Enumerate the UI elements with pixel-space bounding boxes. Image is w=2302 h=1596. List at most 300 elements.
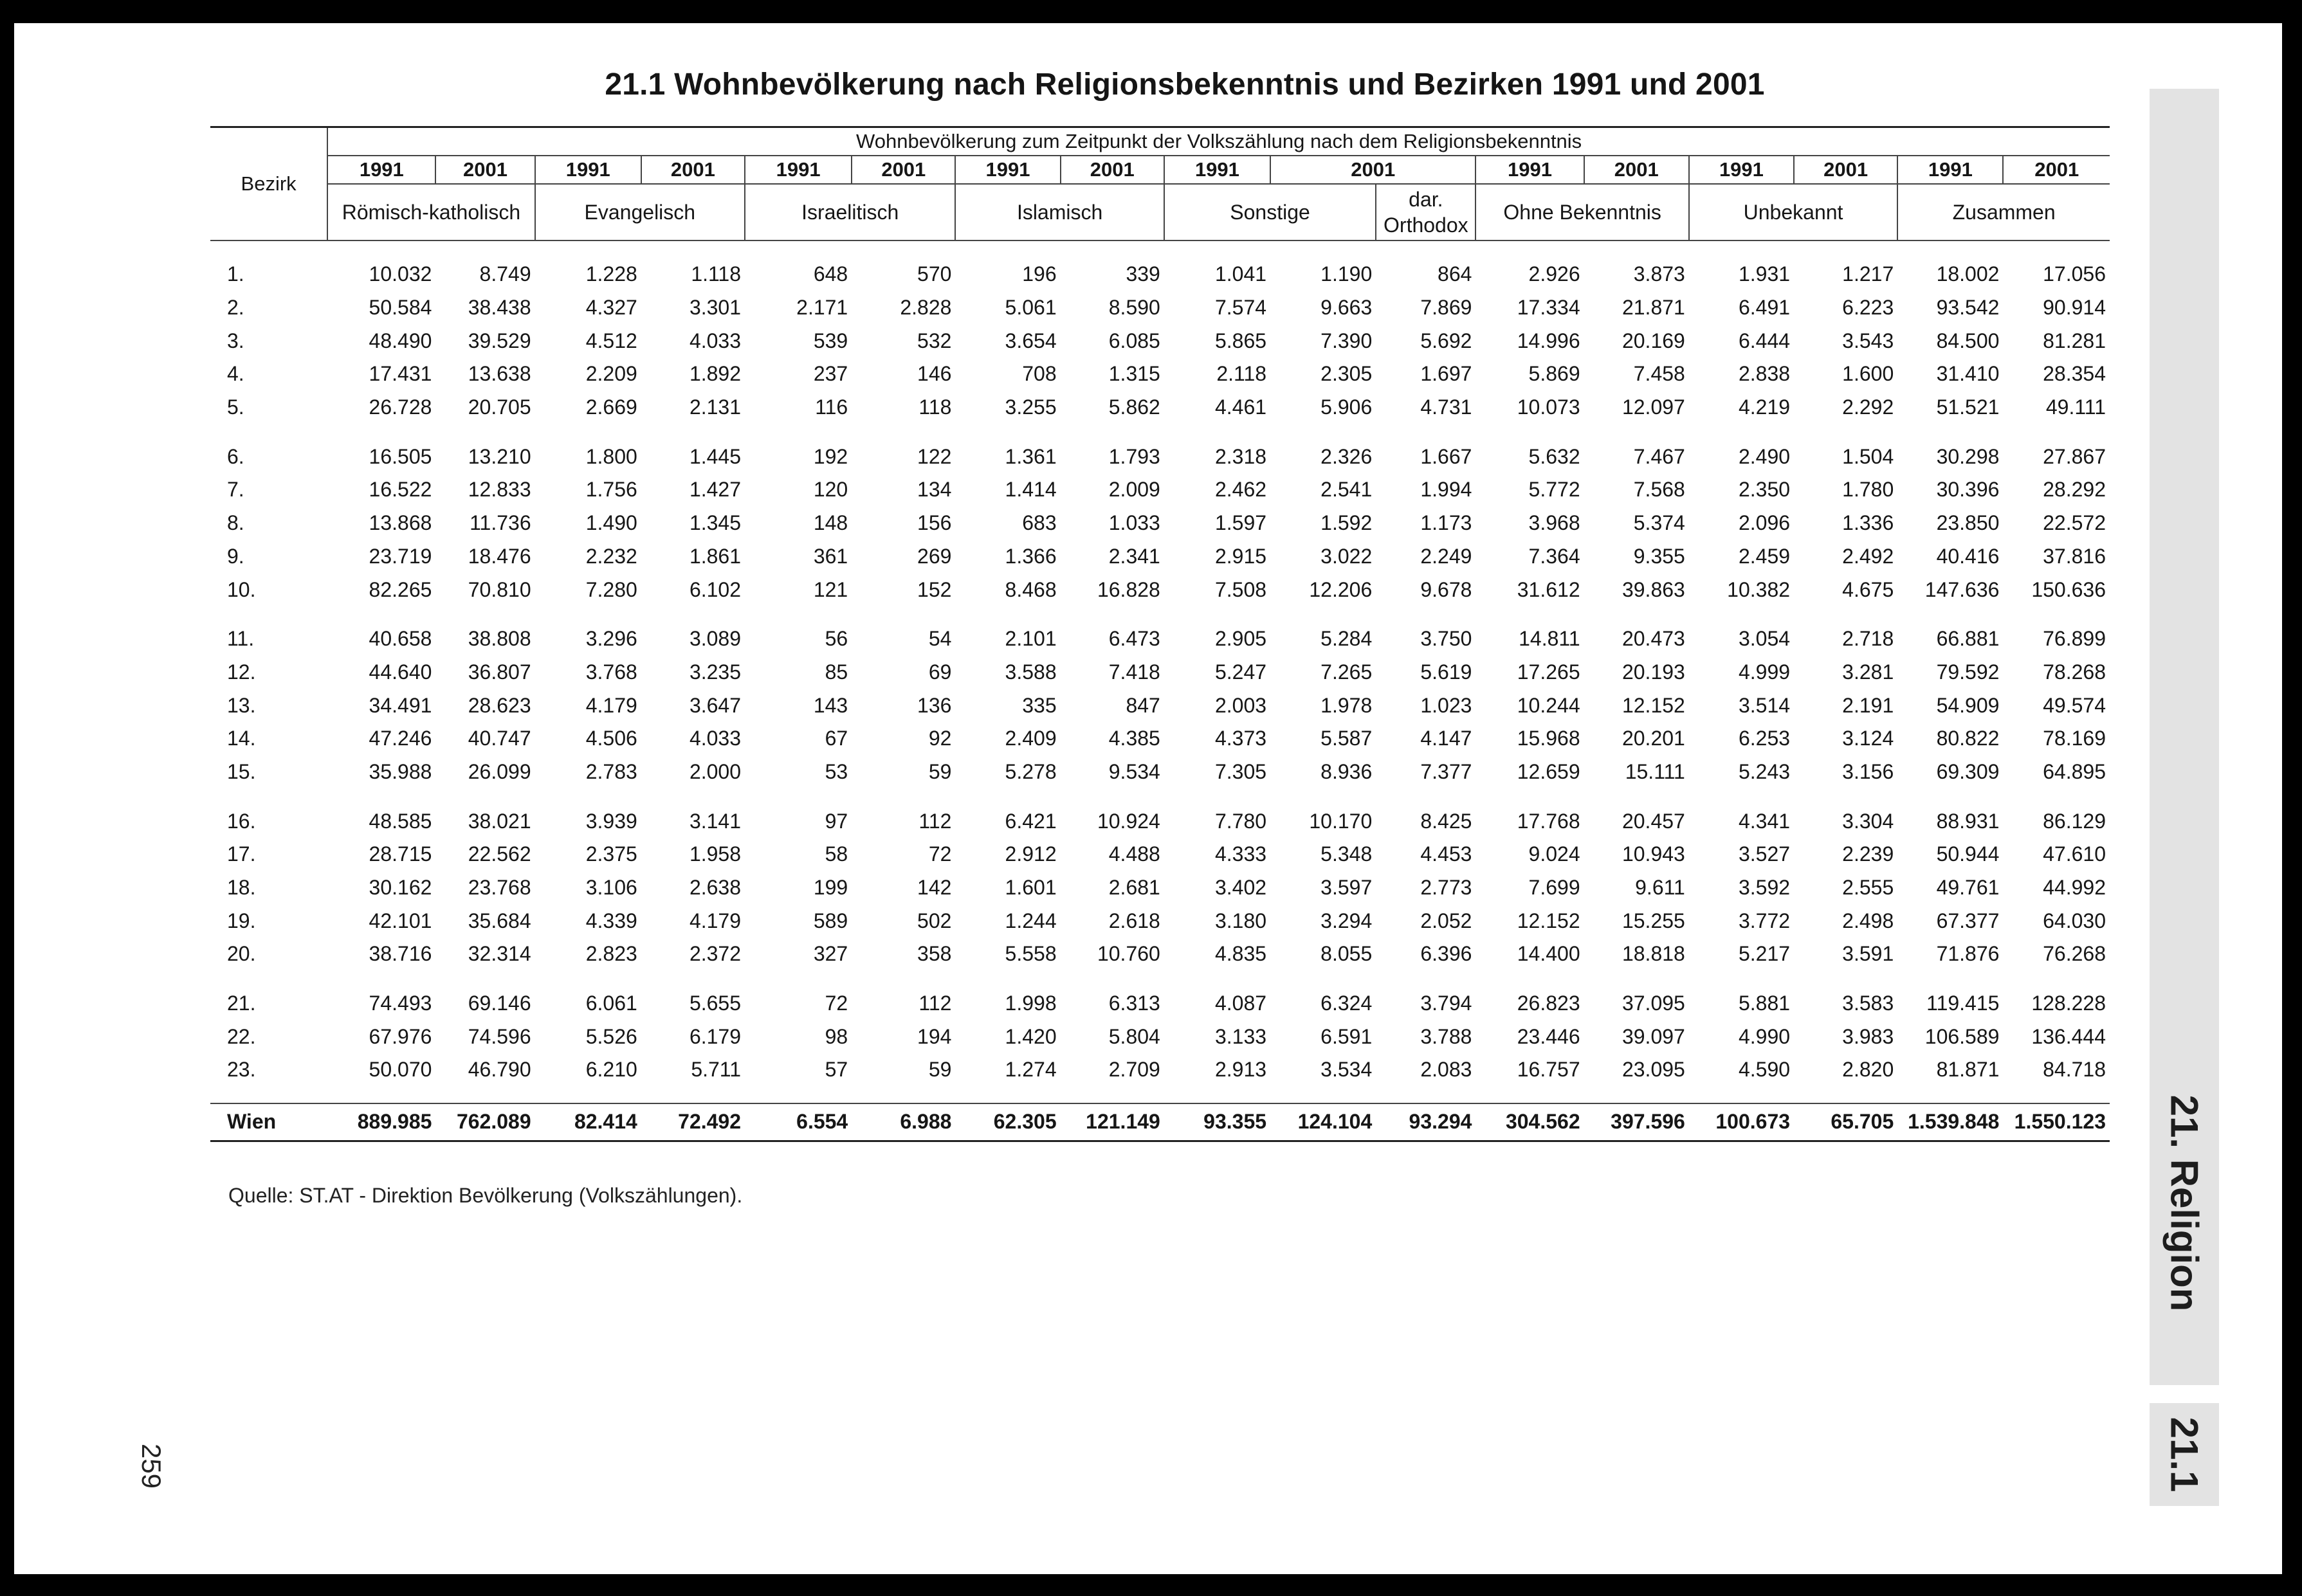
table-cell: 4.327 — [585, 296, 637, 320]
table-cell: 864 — [1438, 262, 1472, 286]
table-cell: 38.808 — [468, 627, 531, 651]
table-cell: 148 — [813, 511, 848, 535]
table-row — [210, 291, 2110, 325]
table-cell: 9.534 — [1108, 759, 1160, 783]
table-cell: 7.265 — [1320, 660, 1373, 684]
table-cell: 82.265 — [369, 577, 432, 601]
table-cell: 192 — [813, 444, 848, 468]
table-cell: 6.313 — [1108, 992, 1160, 1015]
table-cell: 16.828 — [1097, 577, 1160, 601]
table-cell: 2.171 — [796, 296, 848, 320]
year-ohne-2001: 2001 — [1584, 156, 1689, 184]
table-cell: 17.265 — [1517, 660, 1580, 684]
total-label: Wien — [210, 1103, 327, 1141]
cat-unbekannt: Unbekannt — [1689, 184, 1897, 240]
cat-islamisch: Islamisch — [955, 184, 1164, 240]
table-cell: 22.572 — [2043, 511, 2106, 535]
table-cell: 4.339 — [585, 909, 637, 932]
table-cell: 147.636 — [1924, 577, 2000, 601]
table-cell: 143 — [813, 693, 848, 717]
table-row — [210, 904, 2110, 938]
table-cell: 4.333 — [1214, 842, 1267, 866]
table-cell: 3.235 — [689, 660, 742, 684]
table-cell: 683 — [1022, 511, 1057, 535]
table-cell: 121 — [813, 577, 848, 601]
cat-dar-orthodox: dar. Orthodox — [1376, 184, 1475, 240]
table-cell: 648 — [813, 262, 848, 286]
total-row — [210, 1103, 2110, 1141]
year-ev-2001: 2001 — [641, 156, 745, 184]
row-label: 12. — [227, 660, 256, 684]
table-cell: 7.574 — [1214, 296, 1267, 320]
table-cell: 3.794 — [1420, 992, 1472, 1015]
row-label: 13. — [227, 693, 256, 717]
table-cell: 10.760 — [1097, 942, 1160, 966]
table-cell: 5.278 — [1005, 759, 1057, 783]
table-cell: 20.473 — [1621, 627, 1685, 651]
table-cell: 48.490 — [369, 329, 432, 352]
table-cell: 18.476 — [468, 544, 531, 568]
table-cell: 72 — [825, 992, 848, 1015]
table-cell: 4.999 — [1738, 660, 1791, 684]
table-cell: 4.590 — [1738, 1058, 1791, 1082]
row-label: 11. — [227, 627, 255, 651]
table-cell: 5.247 — [1214, 660, 1267, 684]
table-cell: 1.023 — [1420, 693, 1472, 717]
table-cell: 358 — [917, 942, 952, 966]
table-cell: 74.596 — [468, 1024, 531, 1048]
table-cell: 3.294 — [1320, 909, 1373, 932]
table-cell: 1.361 — [1005, 444, 1057, 468]
table-row — [210, 871, 2110, 905]
table-cell: 5.348 — [1320, 842, 1373, 866]
row-label: 14. — [227, 727, 256, 750]
table-cell: 10.382 — [1727, 577, 1791, 601]
row-spacer — [210, 971, 2110, 987]
table-cell: 6.396 — [1420, 942, 1472, 966]
table-cell: 2.709 — [1108, 1058, 1160, 1082]
table-cell: 50.070 — [369, 1058, 432, 1082]
table-cell: 35.684 — [468, 909, 531, 932]
table-cell: 74.493 — [369, 992, 432, 1015]
table-cell: 2.926 — [1528, 262, 1580, 286]
table-cell: 112 — [918, 809, 952, 833]
table-cell: 3.768 — [585, 660, 637, 684]
table-cell: 72 — [928, 842, 952, 866]
table-cell: 122 — [917, 444, 952, 468]
year-ohne-1991: 1991 — [1475, 156, 1584, 184]
table-row — [210, 838, 2110, 871]
table-cell: 6.223 — [1842, 296, 1894, 320]
year-unb-2001: 2001 — [1794, 156, 1897, 184]
table-cell: 3.255 — [1005, 395, 1057, 419]
table-cell: 1.667 — [1420, 444, 1472, 468]
table-cell: 3.514 — [1738, 693, 1791, 717]
table-cell: 18.818 — [1621, 942, 1685, 966]
table-cell: 2.492 — [1842, 544, 1894, 568]
table-cell: 10.943 — [1621, 842, 1685, 866]
table-cell: 2.209 — [585, 362, 637, 386]
table-cell: 86.129 — [2043, 809, 2106, 833]
table-cell: 92 — [928, 727, 952, 750]
table-cell: 4.341 — [1738, 809, 1791, 833]
row-label: 20. — [227, 942, 256, 966]
table-cell: 120 — [813, 478, 848, 502]
table-cell: 1.445 — [689, 444, 742, 468]
table-cell: 17.334 — [1517, 296, 1580, 320]
table-cell: 31.410 — [1936, 362, 2000, 386]
row-spacer — [210, 424, 2110, 440]
table-cell: 2.101 — [1005, 627, 1057, 651]
table-cell: 6.085 — [1108, 329, 1160, 352]
table-cell: 708 — [1022, 362, 1057, 386]
table-cell: 67 — [825, 727, 848, 750]
total-cell: 93.294 — [1376, 1103, 1475, 1141]
table-cell: 5.711 — [691, 1058, 742, 1082]
table-cell: 4.731 — [1420, 395, 1472, 419]
table-cell: 3.543 — [1842, 329, 1894, 352]
table-cell: 17.768 — [1517, 809, 1580, 833]
table-cell: 7.467 — [1633, 444, 1685, 468]
table-cell: 26.823 — [1517, 992, 1580, 1015]
table-cell: 58 — [825, 842, 848, 866]
row-label: 22. — [227, 1024, 256, 1048]
table-cell: 4.385 — [1108, 727, 1160, 750]
year-son-1991: 1991 — [1164, 156, 1270, 184]
cat-ohne-bekenntnis: Ohne Bekenntnis — [1475, 184, 1688, 240]
table-cell: 2.638 — [689, 876, 742, 900]
table-cell: 2.372 — [689, 942, 742, 966]
table-cell: 69.309 — [1936, 759, 2000, 783]
table-cell: 38.716 — [369, 942, 432, 966]
table-cell: 2.490 — [1738, 444, 1791, 468]
table-cell: 3.054 — [1738, 627, 1791, 651]
table-cell: 22.562 — [468, 842, 531, 866]
table-cell: 7.364 — [1528, 544, 1580, 568]
row-spacer — [210, 788, 2110, 804]
table-cell: 119.415 — [1926, 992, 2000, 1015]
year-zus-1991: 1991 — [1897, 156, 2003, 184]
table-cell: 1.998 — [1005, 992, 1057, 1015]
page-number: 259 — [136, 1443, 167, 1489]
table-cell: 3.301 — [689, 296, 742, 320]
table-cell: 2.838 — [1738, 362, 1791, 386]
table-cell: 2.096 — [1738, 511, 1791, 535]
table-cell: 20.201 — [1621, 727, 1685, 750]
table-cell: 4.033 — [689, 329, 742, 352]
table-cell: 76.899 — [2043, 627, 2106, 651]
table-cell: 28.623 — [468, 693, 531, 717]
table-cell: 3.788 — [1420, 1024, 1472, 1048]
table-cell: 237 — [813, 362, 848, 386]
table-row — [210, 391, 2110, 424]
table-cell: 14.811 — [1519, 627, 1580, 651]
table-cell: 15.111 — [1625, 759, 1685, 783]
table-cell: 5.243 — [1738, 759, 1791, 783]
table-row — [210, 987, 2110, 1020]
table-cell: 7.390 — [1320, 329, 1373, 352]
table-cell: 67.377 — [1936, 909, 2000, 932]
table-cell: 3.592 — [1738, 876, 1791, 900]
table-cell: 5.374 — [1633, 511, 1685, 535]
table-cell: 3.534 — [1320, 1058, 1373, 1082]
table-cell: 5.804 — [1108, 1024, 1160, 1048]
table-cell: 85 — [825, 660, 848, 684]
table-cell: 6.324 — [1320, 992, 1373, 1015]
table-cell: 3.873 — [1633, 262, 1685, 286]
table-cell: 3.591 — [1842, 942, 1894, 966]
row-label: 23. — [227, 1058, 256, 1082]
year-zus-2001: 2001 — [2003, 156, 2110, 184]
table-cell: 3.089 — [689, 627, 742, 651]
table-cell: 8.425 — [1420, 809, 1472, 833]
table-cell: 98 — [825, 1024, 848, 1048]
table-cell: 97 — [825, 809, 848, 833]
table-cell: 2.718 — [1842, 627, 1894, 651]
table-row — [210, 540, 2110, 574]
table-cell: 1.366 — [1005, 544, 1057, 568]
table-row — [210, 473, 2110, 507]
table-cell: 9.678 — [1420, 577, 1472, 601]
table-cell: 7.780 — [1214, 809, 1267, 833]
table-cell: 6.102 — [689, 577, 742, 601]
table-cell: 10.073 — [1517, 395, 1580, 419]
table-cell: 3.939 — [585, 809, 637, 833]
table-cell: 51.521 — [1936, 395, 2000, 419]
table-cell: 15.968 — [1517, 727, 1580, 750]
table-cell: 3.022 — [1320, 544, 1373, 568]
table-cell: 1.931 — [1738, 262, 1791, 286]
table-cell: 80.822 — [1936, 727, 2000, 750]
table-cell: 6.491 — [1738, 296, 1791, 320]
table-cell: 13.638 — [468, 362, 531, 386]
table-cell: 23.768 — [468, 876, 531, 900]
table-cell: 1.345 — [689, 511, 742, 535]
table-cell: 112 — [918, 992, 952, 1015]
table-cell: 40.416 — [1936, 544, 2000, 568]
table-cell: 2.669 — [585, 395, 637, 419]
table-cell: 12.206 — [1309, 577, 1373, 601]
table-cell: 2.773 — [1420, 876, 1472, 900]
table-cell: 1.994 — [1420, 478, 1472, 502]
table-cell: 54 — [928, 627, 952, 651]
table-cell: 12.097 — [1621, 395, 1685, 419]
table-cell: 5.869 — [1528, 362, 1580, 386]
total-cell: 762.089 — [435, 1103, 534, 1141]
table-cell: 2.915 — [1214, 544, 1267, 568]
table-cell: 14.996 — [1517, 329, 1580, 352]
row-spacer — [210, 1087, 2110, 1103]
table-cell: 10.924 — [1097, 809, 1160, 833]
total-cell: 121.149 — [1061, 1103, 1164, 1141]
table-cell: 12.833 — [468, 478, 531, 502]
table-row — [210, 573, 2110, 606]
table-cell: 3.772 — [1738, 909, 1791, 932]
table-cell: 4.488 — [1108, 842, 1160, 866]
table-cell: 47.246 — [369, 727, 432, 750]
table-cell: 2.118 — [1216, 362, 1267, 386]
table-cell: 2.249 — [1420, 544, 1472, 568]
table-cell: 39.863 — [1621, 577, 1685, 601]
table-cell: 2.375 — [585, 842, 637, 866]
table-cell: 28.354 — [2043, 362, 2106, 386]
table-cell: 3.983 — [1842, 1024, 1894, 1048]
table-cell: 4.506 — [585, 727, 637, 750]
table-cell: 194 — [917, 1024, 952, 1048]
table-cell: 1.217 — [1842, 262, 1894, 286]
cat-roemisch-katholisch: Römisch-katholisch — [327, 184, 534, 240]
table-row — [210, 622, 2110, 656]
table-cell: 3.750 — [1420, 627, 1472, 651]
table-cell: 3.106 — [585, 876, 637, 900]
table-cell: 4.179 — [585, 693, 637, 717]
table-cell: 48.585 — [369, 809, 432, 833]
table-cell: 4.512 — [585, 329, 637, 352]
table-cell: 847 — [1126, 693, 1160, 717]
table-cell: 44.992 — [2043, 876, 2106, 900]
table-cell: 5.692 — [1420, 329, 1472, 352]
table-cell: 6.179 — [689, 1024, 742, 1048]
table-cell: 36.807 — [468, 660, 531, 684]
table-cell: 67.976 — [369, 1024, 432, 1048]
total-cell: 82.414 — [535, 1103, 641, 1141]
table-cell: 2.341 — [1108, 544, 1160, 568]
table-cell: 12.152 — [1517, 909, 1580, 932]
table-cell: 7.699 — [1528, 876, 1580, 900]
table-cell: 327 — [813, 942, 848, 966]
total-cell: 65.705 — [1794, 1103, 1897, 1141]
total-cell: 1.550.123 — [2003, 1103, 2110, 1141]
table-cell: 1.601 — [1005, 876, 1057, 900]
table-cell: 570 — [917, 262, 952, 286]
table-cell: 6.591 — [1320, 1024, 1373, 1048]
table-cell: 2.232 — [585, 544, 637, 568]
table-cell: 1.780 — [1842, 478, 1894, 502]
row-label: 9. — [227, 544, 244, 568]
table-cell: 2.409 — [1005, 727, 1057, 750]
table-cell: 142 — [917, 876, 952, 900]
table-cell: 30.396 — [1936, 478, 2000, 502]
table-cell: 3.281 — [1842, 660, 1894, 684]
document-page — [14, 23, 2282, 1574]
year-ev-1991: 1991 — [535, 156, 641, 184]
table-cell: 4.033 — [689, 727, 742, 750]
table-cell: 5.881 — [1738, 992, 1791, 1015]
table-cell: 66.881 — [1936, 627, 2000, 651]
table-cell: 5.772 — [1528, 478, 1580, 502]
table-cell: 88.931 — [1936, 809, 2000, 833]
table-cell: 1.420 — [1005, 1024, 1057, 1048]
total-cell: 6.988 — [852, 1103, 955, 1141]
table-cell: 46.790 — [468, 1058, 531, 1082]
table-cell: 14.400 — [1517, 942, 1580, 966]
table-cell: 1.414 — [1005, 478, 1057, 502]
table-cell: 2.828 — [900, 296, 952, 320]
table-cell: 2.618 — [1108, 909, 1160, 932]
table-cell: 5.865 — [1214, 329, 1267, 352]
table-cell: 2.003 — [1214, 693, 1267, 717]
year-unb-1991: 1991 — [1689, 156, 1794, 184]
table-cell: 50.584 — [369, 296, 432, 320]
table-cell: 6.061 — [585, 992, 637, 1015]
cat-sonstige: Sonstige — [1164, 184, 1376, 240]
row-label: 7. — [227, 478, 244, 502]
table-cell: 16.522 — [369, 478, 432, 502]
table-cell: 16.757 — [1517, 1058, 1580, 1082]
table-cell: 54.909 — [1936, 693, 2000, 717]
table-cell: 1.978 — [1320, 693, 1373, 717]
table-cell: 5.526 — [585, 1024, 637, 1048]
table-row — [210, 324, 2110, 358]
table-cell: 136 — [917, 693, 952, 717]
table-cell: 1.190 — [1320, 262, 1373, 286]
table-cell: 23.446 — [1517, 1024, 1580, 1048]
table-cell: 5.632 — [1528, 444, 1580, 468]
table-cell: 3.180 — [1214, 909, 1267, 932]
table-cell: 6.444 — [1738, 329, 1791, 352]
table-cell: 12.152 — [1621, 693, 1685, 717]
table-cell: 26.728 — [369, 395, 432, 419]
source-note: Quelle: ST.AT - Direktion Bevölkerung (Volkszählungen). — [228, 1184, 743, 1207]
table-cell: 1.228 — [585, 262, 637, 286]
table-cell: 17.056 — [2043, 262, 2106, 286]
table-cell: 152 — [917, 577, 952, 601]
table-cell: 5.558 — [1005, 942, 1057, 966]
table-cell: 6.210 — [585, 1058, 637, 1082]
cat-israelitisch: Israelitisch — [745, 184, 955, 240]
table-cell: 5.284 — [1320, 627, 1373, 651]
table-cell: 3.133 — [1214, 1024, 1267, 1048]
section-tab-label: 21.1 — [2162, 1417, 2206, 1492]
row-label: 5. — [227, 395, 244, 419]
table-cell: 6.421 — [1005, 809, 1057, 833]
table-cell: 4.147 — [1420, 727, 1472, 750]
table-cell: 106.589 — [1924, 1024, 2000, 1048]
table-cell: 18.002 — [1936, 262, 2000, 286]
table-cell: 134 — [917, 478, 952, 502]
table-cell: 69 — [928, 660, 952, 684]
year-isl-1991: 1991 — [955, 156, 1060, 184]
table-cell: 12.659 — [1517, 759, 1580, 783]
table-cell: 2.783 — [585, 759, 637, 783]
table-cell: 10.170 — [1309, 809, 1373, 833]
total-cell: 124.104 — [1270, 1103, 1376, 1141]
table-cell: 70.810 — [468, 577, 531, 601]
table-cell: 53 — [825, 759, 848, 783]
table-cell: 7.458 — [1633, 362, 1685, 386]
row-label: 18. — [227, 876, 256, 900]
table-cell: 7.280 — [585, 577, 637, 601]
table-cell: 4.179 — [689, 909, 742, 932]
table-cell: 59 — [928, 1058, 952, 1082]
table-cell: 150.636 — [2031, 577, 2106, 601]
table-cell: 10.032 — [369, 262, 432, 286]
table-cell: 1.756 — [585, 478, 637, 502]
table-cell: 1.958 — [689, 842, 742, 866]
table-row — [210, 1053, 2110, 1087]
table-cell: 4.675 — [1842, 577, 1894, 601]
table-cell: 7.305 — [1214, 759, 1267, 783]
table-cell: 7.568 — [1633, 478, 1685, 502]
table-cell: 1.033 — [1108, 511, 1160, 535]
row-label: 4. — [227, 362, 244, 386]
table-cell: 1.793 — [1108, 444, 1160, 468]
year-isl-2001: 2001 — [1061, 156, 1164, 184]
header-bezirk: Bezirk — [210, 127, 327, 241]
table-cell: 361 — [813, 544, 848, 568]
table-cell: 3.597 — [1320, 876, 1373, 900]
table-cell: 17.431 — [369, 362, 432, 386]
